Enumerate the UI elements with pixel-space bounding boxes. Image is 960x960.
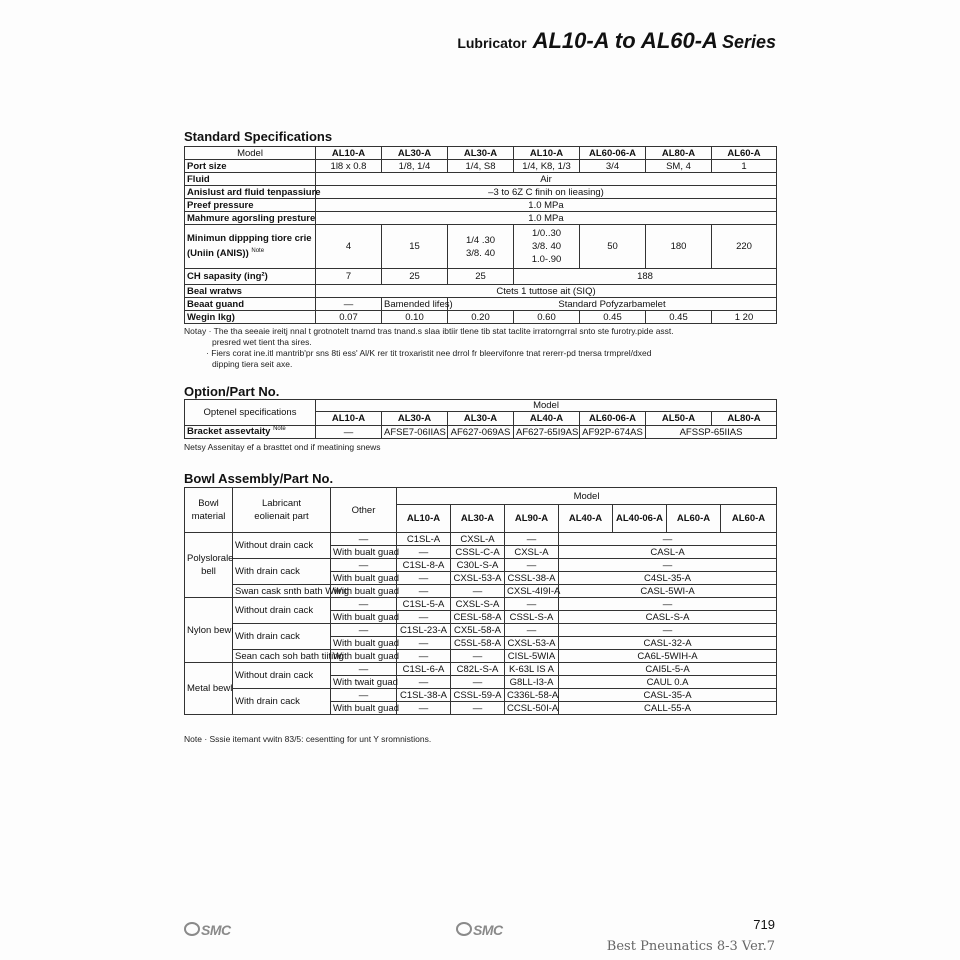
footer-series-line: Best Pneunatics 8-3 Ver.7	[606, 939, 775, 954]
table-cell: 188	[514, 269, 777, 285]
table-cell: 0.45	[580, 311, 646, 324]
table-cell: —	[397, 572, 451, 585]
table-cell: 4	[316, 225, 382, 269]
table-cell: —	[505, 559, 559, 572]
spec-note: · Fiers corat ine.itl mantrib'pr sns 8ti ess' Al/K rer tit troxaristit nee drrol fr bleervifonre tnat rererr-pd tnersa trmprel/dxed	[206, 348, 652, 358]
table-cell: —	[559, 533, 777, 546]
model-cell: AL40-A	[514, 412, 580, 426]
model-cell: AL10-A	[514, 147, 580, 160]
table-row	[185, 663, 777, 676]
table-cell: —	[505, 598, 559, 611]
table-cell: C1SL-A	[397, 533, 451, 546]
table-cell: —	[451, 676, 505, 689]
other-cell: —	[331, 624, 397, 637]
table-cell: 1l8 x 0.8	[316, 160, 382, 173]
other-cell: —	[331, 598, 397, 611]
table-cell: 0.45	[646, 311, 712, 324]
table-row	[185, 650, 777, 663]
table-cell: CXSL-4I9I-A	[505, 585, 559, 598]
table-cell: 0.10	[382, 311, 448, 324]
model-cell: AL60-06-A	[580, 412, 646, 426]
table-row	[185, 285, 777, 298]
note-marker: Note	[273, 426, 286, 433]
model-cell: AL60-06-A	[580, 147, 646, 160]
other-cell: —	[331, 533, 397, 546]
table-cell: 50	[580, 225, 646, 269]
row-label: Mahmure agorsling presture	[185, 212, 316, 225]
other-cell: —	[331, 689, 397, 702]
bowl-table	[184, 487, 777, 715]
row-label: Preef pressure	[185, 199, 316, 212]
other-cell: —	[331, 663, 397, 676]
table-cell: CSSL-38-A	[505, 572, 559, 585]
table-cell: 25	[448, 269, 514, 285]
table-cell: —	[397, 676, 451, 689]
table-row	[185, 624, 777, 637]
table-cell: 15	[382, 225, 448, 269]
table-cell: K-63L IS A	[505, 663, 559, 676]
row-label: Beaat guand	[185, 298, 316, 311]
model-cell: AL10-A	[316, 412, 382, 426]
other-cell: With bualt guad	[331, 546, 397, 559]
bowl-note: Note · Sssie itemant vwitn 83/5: cesentting for unt Y sromnistions.	[184, 734, 432, 744]
smc-logo: SMC	[456, 922, 503, 938]
table-cell: CXSL-S-A	[451, 598, 505, 611]
table-cell: —	[559, 598, 777, 611]
table-cell: CXSL-A	[451, 533, 505, 546]
material-cell: Polyslorale bell	[185, 533, 233, 598]
product-name: Lubricator	[457, 35, 527, 51]
row-label-line: Minimun dippping tiore crie	[187, 233, 312, 245]
table-cell: C1SL-8-A	[397, 559, 451, 572]
table-cell: 0.60	[514, 311, 580, 324]
table-cell: CISL-5WIA	[505, 650, 559, 663]
table-cell: C1SL-6-A	[397, 663, 451, 676]
table-cell: CSSL-59-A	[451, 689, 505, 702]
table-cell: Ctets 1 tuttose ait (SIQ)	[316, 285, 777, 298]
material-cell: Metal bewl	[185, 663, 233, 715]
row-label: CH sapasity (ing²)	[185, 269, 316, 285]
row-label: Wegin lkg)	[185, 311, 316, 324]
model-cell: AL60-A	[667, 505, 721, 533]
table-row	[185, 585, 777, 598]
table-cell: C1SL-38-A	[397, 689, 451, 702]
table-cell: 3/4	[580, 160, 646, 173]
table-cell: —	[316, 298, 382, 311]
lubricant-cell: With drain cack	[233, 689, 331, 715]
lubricant-cell: Sean cach soh bath tiiting	[233, 650, 331, 663]
row-label	[185, 225, 316, 269]
table-cell: 1.0 MPa	[316, 212, 777, 225]
model-header: Model	[185, 147, 316, 160]
table-cell: AF627-65I9AS	[514, 426, 580, 439]
table-cell: —	[505, 533, 559, 546]
option-table	[184, 399, 777, 439]
table-cell: Bamended lifes)	[382, 298, 448, 311]
table-cell: AFSE7-06IIAS	[382, 426, 448, 439]
table-row	[185, 298, 777, 311]
other-cell: With bualt guad	[331, 650, 397, 663]
row-label: Beal wratws	[185, 285, 316, 298]
table-cell: 1 20	[712, 311, 777, 324]
lubricant-cell: With drain cack	[233, 559, 331, 585]
page-number: 719	[753, 917, 775, 932]
table-row	[185, 426, 777, 439]
smc-logo: SMC	[184, 922, 231, 938]
table-cell: SM, 4	[646, 160, 712, 173]
table-cell: 1/4, S8	[448, 160, 514, 173]
model-cell: AL60-A	[712, 147, 777, 160]
table-cell: 180	[646, 225, 712, 269]
table-row	[185, 199, 777, 212]
table-cell: C1SL-23-A	[397, 624, 451, 637]
table-cell: —	[397, 637, 451, 650]
table-cell: C4SL-35-A	[559, 572, 777, 585]
model-cell: AL10-A	[316, 147, 382, 160]
table-cell: —	[397, 611, 451, 624]
table-cell: Air	[316, 173, 777, 186]
spec-header: Optenel specifications	[185, 400, 316, 426]
model-cell: AL30-A	[382, 147, 448, 160]
table-cell: CA6L-5WIH-A	[559, 650, 777, 663]
table-row	[185, 269, 777, 285]
table-cell: CASL-35-A	[559, 689, 777, 702]
series-label: Series	[721, 32, 776, 52]
model-header: Model	[316, 400, 777, 412]
other-cell: With bualt guad	[331, 585, 397, 598]
bowl-heading: Bowl Assembly/Part No.	[184, 471, 334, 486]
table-cell: CASL-A	[559, 546, 777, 559]
standard-spec-heading: Standard Specifications	[184, 129, 333, 144]
table-cell: C82L-S-A	[451, 663, 505, 676]
table-cell: 1/4, K8, 1/3	[514, 160, 580, 173]
model-cell: AL30-A	[382, 412, 448, 426]
model-cell: AL30-A	[451, 505, 505, 533]
row-label-line: (Uniin (ANIS)) $^{Note}$	[187, 248, 265, 260]
note-marker: Note	[251, 248, 265, 255]
option-note: Netsy Assenitay ef a brasttet ond if meatining snews	[184, 442, 381, 452]
table-cell: 1.0 MPa	[316, 199, 777, 212]
table-cell: —	[316, 426, 382, 439]
table-row	[185, 488, 777, 505]
table-row	[185, 559, 777, 572]
table-cell: —	[559, 624, 777, 637]
lubricant-cell: Without drain cack	[233, 598, 331, 624]
page-header	[457, 28, 776, 54]
table-row	[185, 689, 777, 702]
spec-note: Notay · The tha seeaie ireitj nnal t grotnotelt tnarnd tras tnand.s slaa ibtiir tlene tib stat taclite irratorngrral snto ste furotry.pide asst.	[184, 326, 674, 336]
table-cell: —	[397, 546, 451, 559]
model-cell: AL60-A	[721, 505, 777, 533]
table-cell: CXSL-53-A	[451, 572, 505, 585]
table-cell: CXSL-53-A	[505, 637, 559, 650]
other-cell: With bualt guad	[331, 637, 397, 650]
lubricant-cell: With drain cack	[233, 624, 331, 650]
table-cell: —	[397, 702, 451, 715]
table-cell: —	[505, 624, 559, 637]
table-cell: CXSL-A	[505, 546, 559, 559]
spec-note: dipping tiera seit axe.	[212, 359, 293, 369]
model-cell: AL80-A	[646, 147, 712, 160]
model-cell: AL30-A	[448, 147, 514, 160]
table-cell: Standard Pofyzarbamelet	[448, 298, 777, 311]
model-cell: AL90-A	[505, 505, 559, 533]
table-cell: CASL-32-A	[559, 637, 777, 650]
table-cell: AF627-069AS	[448, 426, 514, 439]
lubricant-header: Labricant eolienait part	[233, 488, 331, 533]
model-cell: AL40-06-A	[613, 505, 667, 533]
model-header: Model	[397, 488, 777, 505]
lubricant-cell: Swan cask snth bath Wiing	[233, 585, 331, 598]
table-cell: CSSL-S-A	[505, 611, 559, 624]
row-label: Anislust ard fluid tenpassiure	[185, 186, 316, 199]
table-cell: CSSL-C-A	[451, 546, 505, 559]
table-cell: AFSSP-65IIAS	[646, 426, 777, 439]
model-cell: AL50-A	[646, 412, 712, 426]
table-row	[185, 225, 777, 269]
other-cell: With bualt guad	[331, 572, 397, 585]
table-row	[185, 400, 777, 412]
option-heading: Option/Part No.	[184, 384, 280, 399]
lubricant-cell: Without drain cack	[233, 533, 331, 559]
other-cell: With bualt guad	[331, 702, 397, 715]
row-label: Fluid	[185, 173, 316, 186]
table-cell: CAI5L-5-A	[559, 663, 777, 676]
other-cell: With bualt guad	[331, 611, 397, 624]
page-title: AL10-A to AL60-A	[532, 28, 718, 53]
table-cell: AF92P-674AS	[580, 426, 646, 439]
model-cell: AL30-A	[448, 412, 514, 426]
other-header: Other	[331, 488, 397, 533]
table-cell: —	[451, 650, 505, 663]
table-cell: CESL-58-A	[451, 611, 505, 624]
smc-logo-icon	[184, 922, 200, 936]
table-cell: 1/0..30 3/8. 40 1.0-.90	[514, 225, 580, 269]
table-cell: 220	[712, 225, 777, 269]
table-cell: 1/4 .30 3/8. 40	[448, 225, 514, 269]
table-cell: CCSL-50I-A	[505, 702, 559, 715]
table-row	[185, 186, 777, 199]
table-cell: G8LL-I3-A	[505, 676, 559, 689]
table-cell: 0.20	[448, 311, 514, 324]
smc-logo-icon	[456, 922, 472, 936]
table-cell: C336L-58-A	[505, 689, 559, 702]
table-cell: —	[397, 585, 451, 598]
table-row	[185, 212, 777, 225]
table-cell: —	[451, 585, 505, 598]
row-label: Port size	[185, 160, 316, 173]
lubricant-cell: Without drain cack	[233, 663, 331, 689]
table-row	[185, 173, 777, 186]
table-cell: 0.07	[316, 311, 382, 324]
other-cell: With twait guad	[331, 676, 397, 689]
model-cell: AL10-A	[397, 505, 451, 533]
table-cell: C1SL-5-A	[397, 598, 451, 611]
other-cell: —	[331, 559, 397, 572]
table-row	[185, 533, 777, 546]
standard-spec-table	[184, 146, 777, 324]
table-cell: –3 to 6Z C finih on lieasing)	[316, 186, 777, 199]
table-cell: C5SL-58-A	[451, 637, 505, 650]
table-cell: CASL-S-A	[559, 611, 777, 624]
table-cell: 1/8, 1/4	[382, 160, 448, 173]
table-row	[185, 598, 777, 611]
table-row	[185, 147, 777, 160]
model-cell: AL40-A	[559, 505, 613, 533]
table-cell: 7	[316, 269, 382, 285]
table-cell: CASL-5WI-A	[559, 585, 777, 598]
table-cell: —	[559, 559, 777, 572]
spec-note: presred wet tient tha sires.	[212, 337, 312, 347]
table-cell: CAUL 0.A	[559, 676, 777, 689]
table-cell: CALL-55-A	[559, 702, 777, 715]
material-cell: Nylon bewl	[185, 598, 233, 663]
row-label: Bracket assevtaity $^{Note}$	[185, 426, 316, 439]
table-cell: CX5L-58-A	[451, 624, 505, 637]
table-cell: 25	[382, 269, 448, 285]
table-cell: —	[397, 650, 451, 663]
table-cell: C30L-S-A	[451, 559, 505, 572]
table-cell: 1	[712, 160, 777, 173]
model-cell: AL80-A	[712, 412, 777, 426]
material-header: Bowl material	[185, 488, 233, 533]
table-row	[185, 160, 777, 173]
table-cell: —	[451, 702, 505, 715]
table-row	[185, 311, 777, 324]
